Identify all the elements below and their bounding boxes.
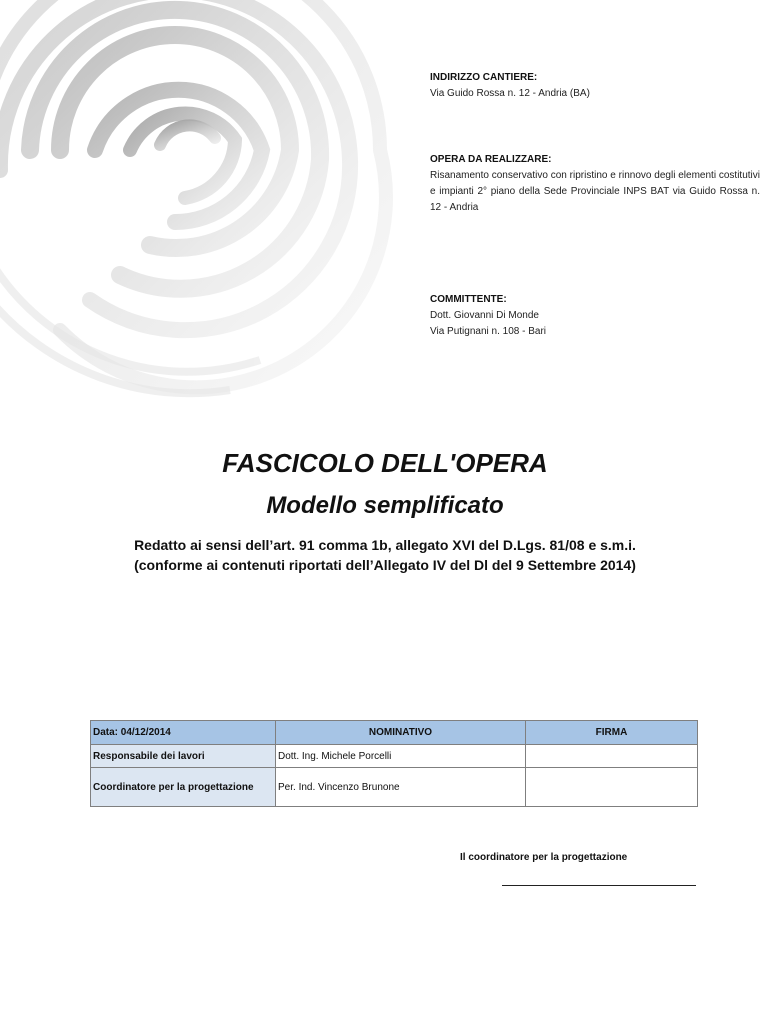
signature-cell	[526, 745, 698, 768]
coordinator-signature-label: Il coordinatore per la progettazione	[460, 852, 628, 863]
table-row	[91, 745, 698, 768]
date-header-cell: Data: 04/12/2014	[91, 721, 276, 745]
work-description-block	[430, 152, 760, 216]
document-title: FASCICOLO DELL'OPERA	[222, 448, 548, 478]
client-label: COMMITTENTE:	[430, 294, 507, 305]
role-cell: Coordinatore per la progettazione	[91, 768, 276, 807]
work-description-label: OPERA DA REALIZZARE:	[430, 154, 552, 165]
signature-cell	[526, 768, 698, 807]
work-description-value: Risanamento conservativo con ripristino e rinnovo degli elementi costitutivi e impianti 2° piano della Sede Provinciale INPS BAT via Guido Rossa n. 12 - Andria	[430, 170, 760, 213]
site-address-value: Via Guido Rossa n. 12 - Andria (BA)	[430, 88, 590, 99]
table-header-row	[91, 721, 698, 745]
document-subtitle: Modello semplificato	[266, 492, 504, 519]
client-block	[430, 292, 760, 340]
legal-reference-line-1: Redatto ai sensi dell’art. 91 comma 1b, allegato XVI del D.Lgs. 81/08 e s.m.i.	[134, 537, 636, 553]
company-logo-rings	[0, 0, 420, 400]
role-cell: Responsabile dei lavori	[91, 745, 276, 768]
table-row	[91, 768, 698, 807]
name-cell: Per. Ind. Vincenzo Brunone	[276, 768, 526, 807]
site-address-label: INDIRIZZO CANTIERE:	[430, 72, 538, 83]
legal-reference-line-2: (conforme ai contenuti riportati dell’Allegato IV del Dl del 9 Settembre 2014)	[134, 557, 636, 573]
name-cell: Dott. Ing. Michele Porcelli	[276, 745, 526, 768]
nominativo-header-cell: NOMINATIVO	[276, 721, 526, 745]
signature-line	[502, 877, 696, 886]
firma-header-cell: FIRMA	[526, 721, 698, 745]
client-address: Via Putignani n. 108 - Bari	[430, 326, 547, 337]
signature-table	[90, 720, 698, 807]
client-name: Dott. Giovanni Di Monde	[430, 310, 539, 321]
site-address-block	[430, 70, 760, 102]
